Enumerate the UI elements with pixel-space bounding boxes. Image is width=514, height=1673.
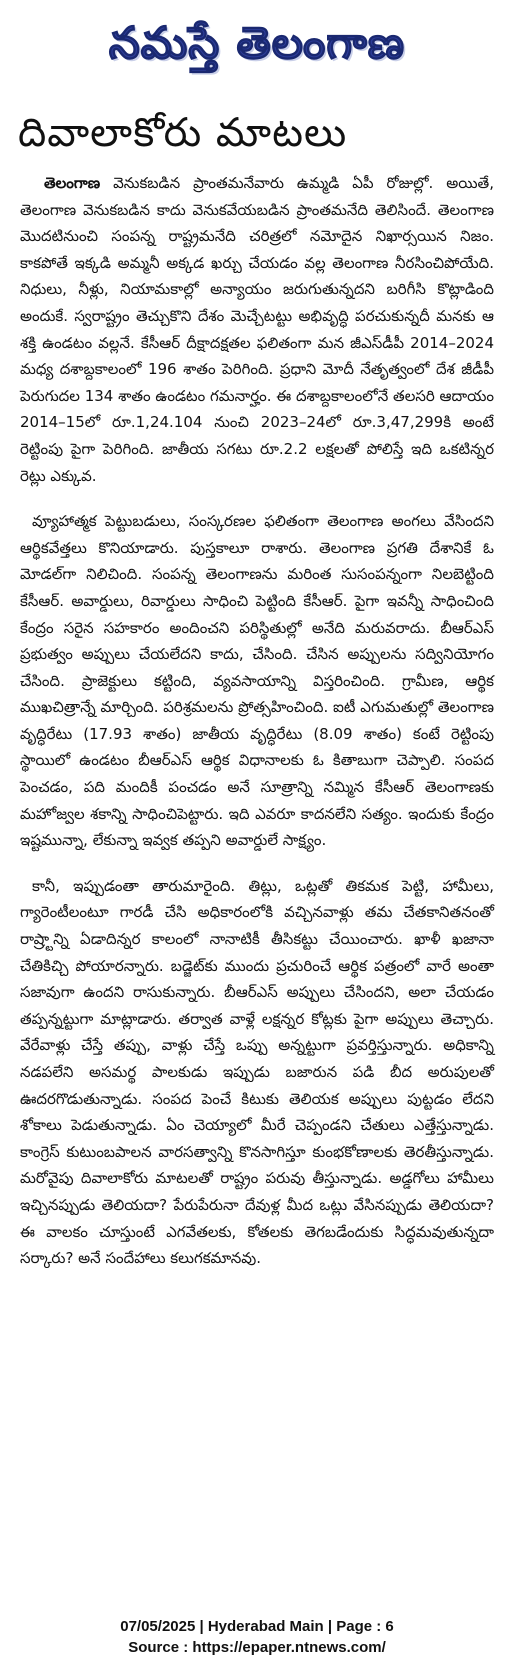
lead-word: తెలంగాణ	[44, 174, 101, 192]
article-headline: దివాలాకోరు మాటలు	[18, 110, 348, 156]
article-paragraph-3: కానీ, ఇప్పుడంతా తారుమారైంది. తిట్లు, ఒట్లతో తికమక పెట్టి, హామీలు, గ్యారెంటీలంటూ గారడీ చేసి అధికారంలోకి వచ్చినవాళ్లు తమ చేతకానితనంతో రాష్ర్టాన్ని ఏడాదిన్నర కాలంలో నానాటికీ తీసికట్టు చేయించారు. ఖాళీ ఖజానా చేతికిచ్చి పోయారన్నారు. బడ్జెట్‌కు ముందు ప్రచురించే ఆర్థిక పత్రంలో వారే అంతా సజావుగా ఉందని రాసుకున్నారు. బీఆర్‌ఎస్ అప్పులు చేసిందని, అలా చేయడం తప్పన్నట్టుగా మాట్లాడారు. తర్వాత వాళ్లే లక్షన్నర కోట్లకు పైగా అప్పులు తెచ్చారు. వేరేవాళ్లు చేస్తే తప్పు, వాళ్లు చేస్తే ఒప్పు అన్నట్టుగా ప్రవర్తిస్తున్నారు. అధికాన్ని నడపలేని అసమర్థ పాలకుడు ఇప్పుడు బజారున పడి బీద అరుపులతో ఊదరగొడుతున్నాడు. సంపద పెంచే కిటుకు తెలియక అప్పులు పుట్టడం లేదని శోకాలు పెడుతున్నాడు. ఏం చెయ్యాలో మీరే చెప్పండని చేతులు ఎత్తేస్తున్నాడు. కాంగ్రెస్ కుటుంబపాలన వారసత్వాన్ని కొనసాగిస్తూ కుంభకోణాలకు తెరతీస్తున్నాడు. మరోవైపు దివాలాకోరు మాటలతో రాష్ట్రం పరువు తీస్తున్నాడు. అడ్డగోలు హామీలు ఇచ్చినప్పుడు తెలియదా? పేరుపేరునా దేవుళ్ల మీద ఒట్లు వేసినప్పుడు తెలియదా? ఈ వాలకం చూస్తుంటే ఎగవేతలకు, కోతలకు తెగబడేందుకు సిద్ధమవుతున్నదా సర్కారు? అనే సందేహాలు కలుగకమానవు.	[20, 876, 494, 1268]
article-paragraph-1	[20, 170, 494, 489]
article-paragraph-2: వ్యూహాత్మక పెట్టుబడులు, సంస్కరణల ఫలితంగా తెలంగాణ అంగలు వేసిందని ఆర్థికవేత్తలు కొనియాడారు. పుస్తకాలూ రాశారు. తెలంగాణ ప్రగతి దేశానికే ఓ మోడల్‌గా నిలిచింది. సంపన్న తెలంగాణను మరింత సుసంపన్నంగా నిలబెట్టింది కేసీఆర్. అవార్డులు, రివార్డులు సాధించి పెట్టింది కేసీఆర్. పైగా ఇవన్నీ సాధించింది కేంద్రం సరైన సహకారం అందించని పరిస్థితుల్లో అనేది మరువరాదు. బీఆర్‌ఎస్ ప్రభుత్వం అప్పులు చేయలేదని కాదు, చేసింది. చేసిన అప్పులను సద్వినియోగం చేసింది. ప్రాజెక్టులు కట్టింది, వ్యవసాయాన్ని విస్తరించింది. గ్రామీణ, ఆర్థిక ముఖచిత్రాన్నే మార్చింది. పరిశ్రమలను ప్రోత్సహించింది. ఐటీ ఎగుమతుల్లో తెలంగాణ వృద్ధిరేటు (17.93 శాతం) జాతీయ వృద్ధిరేటు (8.09 శాతం) కంటే రెట్టింపు స్థాయిలో ఉండటం బీఆర్‌ఎస్ ఆర్థిక విధానాలకు ఓ కితాబుగా చెప్పాలి. సంపద పెంచడం, పది మందికీ పంచడం అనే సూత్రాన్ని నమ్మిన కేసీఆర్ తెలంగాణకు మహోజ్వల శకాన్ని సాధించిపెట్టారు. ఇది ఎవరూ కాదనలేని సత్యం. ఇందుకు కేంద్రం ఇష్టమున్నా, లేకున్నా ఇవ్వక తప్పని అవార్డులే సాక్ష్యం.	[20, 512, 494, 850]
paragraph-1-text: వెనుకబడిన ప్రాంతమనేవారు ఉమ్మడి ఏపీ రోజుల్లో. అయితే, తెలంగాణ వెనుకబడిన కాదు వెనుకవేయబడిన ప్రాంతమనేది తెలిసిందే. తెలంగాణ మొదటినుంచి సంపన్న రాష్ట్రమనేది చరిత్రలో నమోదైన నిఖార్సయిన నిజం. కాకపోతే ఇక్కడి అమ్మనీ అక్కడ ఖర్చు చేయడం వల్ల తెలంగాణ నీరసించిపోయేది. నిధులు, నీళ్లు, నియామకాల్లో అన్యాయం జరుగుతున్నదని బరిగీసి కొట్లాడింది అందుకే. స్వరాష్ట్రం తెచ్చుకొని దేశం మెచ్చేటట్టు అభివృద్ధి పరచుకున్నదీ మనకు ఆ శక్తి ఉండటం వల్లనే. కేసీఆర్ దీక్షాదక్షతల ఫలితంగా మన జీఎస్‌డీపీ 2014–2024 మధ్య దశాబ్దకాలంలో 196 శాతం పెరిగింది. ప్రధాని మోదీ నేతృత్వంలో దేశ జీడీపీ పెరుగుదల 134 శాతం ఉండటం గమనార్హం. ఈ దశాబ్దకాలంలోనే తలసరి ఆదాయం 2014–15లో రూ.1,24.104 నుంచి 2023–24లో రూ.3,47,299కి అంటే రెట్టింపు పైగా పెరిగింది. జాతీయ సగటు రూ.2.2 లక్షలతో పోలిస్తే ఇది ఒకటిన్నర రెట్లు ఎక్కువ.	[20, 174, 494, 485]
source-link[interactable]: Source : https://epaper.ntnews.com/	[128, 1639, 386, 1656]
page-footer	[0, 1616, 514, 1658]
article-body	[20, 170, 494, 1291]
edition-info: 07/05/2025 | Hyderabad Main | Page : 6	[120, 1618, 394, 1635]
masthead	[0, 0, 514, 88]
newspaper-logo: నమస్తే తెలంగాణ	[108, 18, 406, 69]
